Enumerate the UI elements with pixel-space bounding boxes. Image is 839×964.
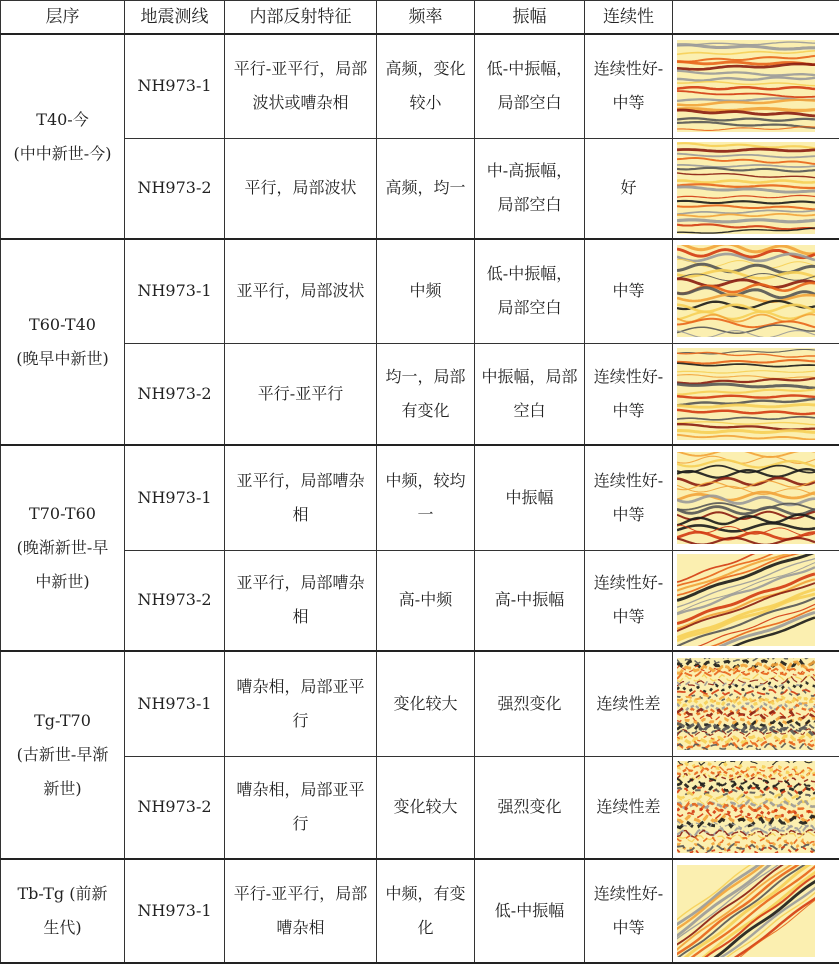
continuity-cell: 连续性好-中等 (585, 550, 673, 651)
layer-name: Tg-T70 (5, 704, 120, 738)
line-cell: NH973-1 (125, 239, 225, 343)
layer-cell (1, 859, 125, 963)
layer-cell (1, 239, 125, 445)
seismic-image-cell (673, 756, 839, 859)
continuity-cell: 连续性好-中等 (585, 343, 673, 445)
frequency-cell: 高频，变化较小 (377, 34, 475, 138)
table-row (1, 859, 839, 963)
seismic-image-cell (673, 239, 839, 343)
header-layer: 层序 (1, 1, 125, 35)
amplitude-cell: 中-高振幅，局部空白 (475, 138, 585, 239)
layer-age: 中新世) (5, 565, 120, 599)
line-cell: NH973-2 (125, 756, 225, 859)
frequency-cell: 均一，局部有变化 (377, 343, 475, 445)
line-cell: NH973-1 (125, 859, 225, 963)
amplitude-cell: 强烈变化 (475, 756, 585, 859)
table-row (1, 34, 839, 138)
layer-age: (晚早中新世) (5, 342, 120, 376)
layer-cell (1, 445, 125, 651)
seismic-image-cell (673, 138, 839, 239)
seismic-image-cell (673, 34, 839, 138)
amplitude-cell: 强烈变化 (475, 651, 585, 756)
frequency-cell: 高频，均一 (377, 138, 475, 239)
layer-age: (晚渐新世-早 (5, 531, 120, 565)
seismic-image-cell (673, 445, 839, 550)
line-cell: NH973-2 (125, 343, 225, 445)
seismic-section-image (677, 245, 815, 337)
layer-name: Tb-Tg (前新 (5, 877, 120, 911)
line-cell: NH973-2 (125, 550, 225, 651)
reflection-cell: 平行-亚平行 (225, 343, 377, 445)
reflection-cell: 平行-亚平行，局部波状或嘈杂相 (225, 34, 377, 138)
header-reflection: 内部反射特征 (225, 1, 377, 35)
amplitude-cell: 中振幅，局部空白 (475, 343, 585, 445)
header-amplitude: 振幅 (475, 1, 585, 35)
frequency-cell: 中频，有变化 (377, 859, 475, 963)
seismic-section-image (677, 142, 815, 234)
layer-name: T40-今 (5, 103, 120, 137)
reflection-cell: 平行-亚平行，局部嘈杂相 (225, 859, 377, 963)
reflection-cell: 嘈杂相，局部亚平行 (225, 756, 377, 859)
seismic-section-image (677, 40, 815, 132)
line-cell: NH973-1 (125, 445, 225, 550)
continuity-cell: 连续性差 (585, 651, 673, 756)
reflection-cell: 平行，局部波状 (225, 138, 377, 239)
seismic-section-image (677, 348, 815, 440)
frequency-cell: 中频，较均一 (377, 445, 475, 550)
amplitude-cell: 低-中振幅，局部空白 (475, 34, 585, 138)
reflection-cell: 亚平行，局部波状 (225, 239, 377, 343)
table-row (1, 445, 839, 550)
header-image (673, 1, 839, 35)
table-row (1, 343, 839, 445)
layer-name: T70-T60 (5, 497, 120, 531)
frequency-cell: 中频 (377, 239, 475, 343)
table-row (1, 239, 839, 343)
header-continuity: 连续性 (585, 1, 673, 35)
line-cell: NH973-1 (125, 34, 225, 138)
seismic-section-image (677, 865, 815, 957)
seismic-image-cell (673, 651, 839, 756)
reflection-cell: 亚平行，局部嘈杂相 (225, 550, 377, 651)
layer-name: T60-T40 (5, 308, 120, 342)
seismic-image-cell (673, 859, 839, 963)
line-cell: NH973-2 (125, 138, 225, 239)
layer-cell (1, 651, 125, 859)
seismic-section-image (677, 761, 815, 853)
seismic-reflector (677, 181, 815, 183)
header-row (1, 1, 839, 35)
continuity-cell: 连续性好-中等 (585, 859, 673, 963)
seismic-section-image (677, 554, 815, 646)
frequency-cell: 高-中频 (377, 550, 475, 651)
table-row (1, 756, 839, 859)
continuity-cell: 中等 (585, 239, 673, 343)
layer-cell (1, 34, 125, 239)
layer-age: 新世) (5, 772, 120, 806)
seismic-section-image (677, 658, 815, 750)
header-frequency: 频率 (377, 1, 475, 35)
amplitude-cell: 高-中振幅 (475, 550, 585, 651)
frequency-cell: 变化较大 (377, 756, 475, 859)
continuity-cell: 好 (585, 138, 673, 239)
frequency-cell: 变化较大 (377, 651, 475, 756)
reflection-cell: 亚平行，局部嘈杂相 (225, 445, 377, 550)
seismic-section-image (677, 452, 815, 544)
layer-age: (古新世-早渐 (5, 738, 120, 772)
reflection-cell: 嘈杂相，局部亚平行 (225, 651, 377, 756)
table-row (1, 138, 839, 239)
amplitude-cell: 低-中振幅，局部空白 (475, 239, 585, 343)
table-row (1, 550, 839, 651)
table-row (1, 651, 839, 756)
continuity-cell: 连续性好-中等 (585, 34, 673, 138)
header-seismic-line: 地震测线 (125, 1, 225, 35)
continuity-cell: 连续性差 (585, 756, 673, 859)
layer-age: 生代) (5, 911, 120, 945)
continuity-cell: 连续性好-中等 (585, 445, 673, 550)
amplitude-cell: 低-中振幅 (475, 859, 585, 963)
line-cell: NH973-1 (125, 651, 225, 756)
seismic-image-cell (673, 343, 839, 445)
amplitude-cell: 中振幅 (475, 445, 585, 550)
seismic-image-cell (673, 550, 839, 651)
layer-age: (中中新世-今) (5, 137, 120, 171)
